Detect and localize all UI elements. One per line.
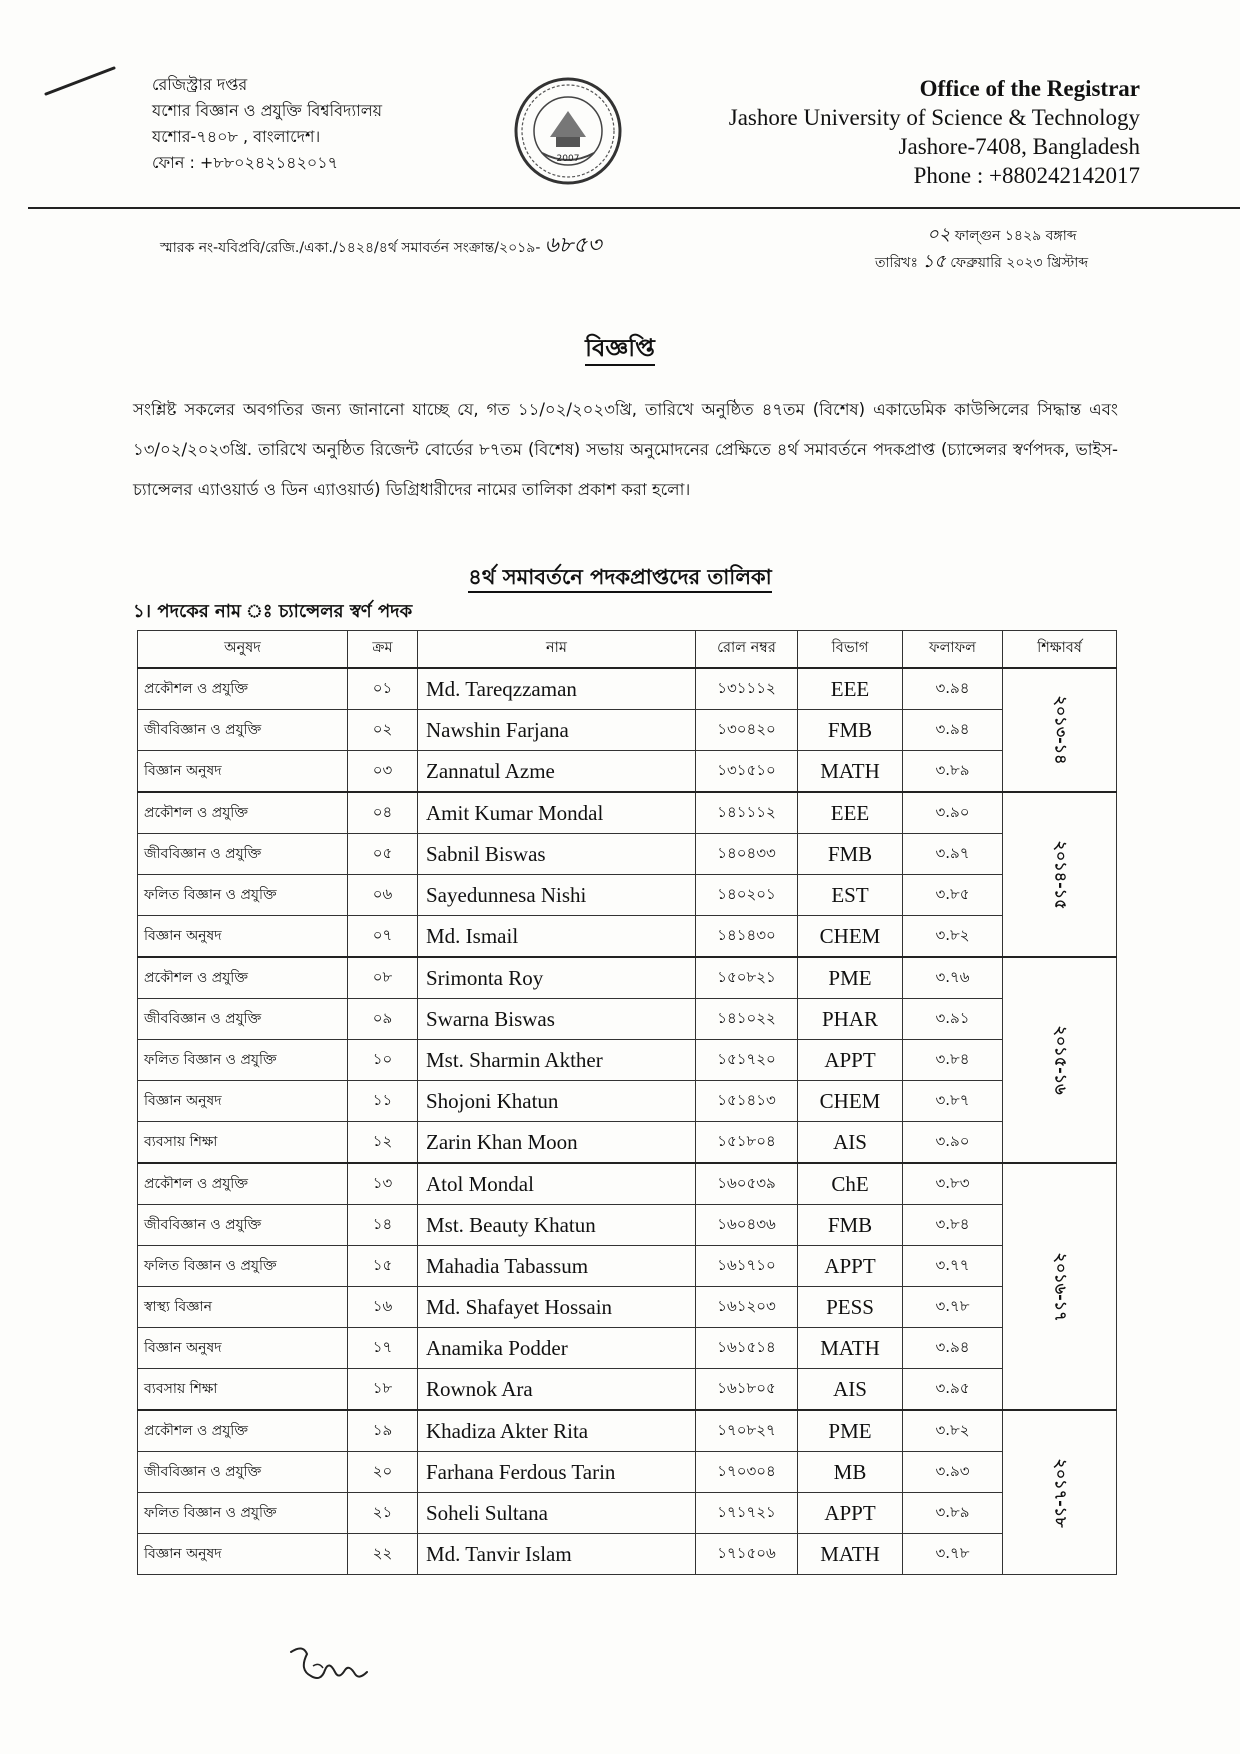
university-seal-logo	[512, 75, 624, 187]
medal-name-line: ১। পদকের নাম ঃ চ্যান্সেলর স্বর্ণ পদক	[133, 601, 413, 622]
date-label: তারিখঃ	[875, 255, 918, 271]
table-row	[138, 916, 1117, 958]
faculty-cell: জীববিজ্ঞান ও প্রযুক্তি	[138, 710, 348, 751]
name-cell: Mst. Beauty Khatun	[418, 1205, 696, 1246]
name-cell: Anamika Podder	[418, 1328, 696, 1369]
table-row	[138, 1163, 1117, 1205]
faculty-cell: প্রকৌশল ও প্রযুক্তি	[138, 1163, 348, 1205]
name-cell: Khadiza Akter Rita	[418, 1410, 696, 1452]
name-cell: Atol Mondal	[418, 1163, 696, 1205]
result-cell: ৩.৮৪	[903, 1040, 1003, 1081]
name-cell: Swarna Biswas	[418, 999, 696, 1040]
name-cell: Md. Tanvir Islam	[418, 1534, 696, 1575]
faculty-cell: বিজ্ঞান অনুষদ	[138, 1328, 348, 1369]
name-cell: Rownok Ara	[418, 1369, 696, 1411]
result-cell: ৩.৯৩	[903, 1452, 1003, 1493]
session-cell	[1003, 792, 1117, 957]
roll-cell: ১৭০৩০৪	[696, 1452, 798, 1493]
faculty-cell: প্রকৌশল ও প্রযুক্তি	[138, 792, 348, 834]
medal-recipients-table	[137, 630, 1117, 1575]
roll-cell: ১৩১৫১০	[696, 751, 798, 793]
col-header-faculty: অনুষদ	[138, 631, 348, 669]
session-label: ২০১৪-১৫	[1051, 840, 1070, 909]
session-cell	[1003, 1163, 1117, 1410]
name-cell: Soheli Sultana	[418, 1493, 696, 1534]
name-cell: Nawshin Farjana	[418, 710, 696, 751]
name-cell: Sayedunnesa Nishi	[418, 875, 696, 916]
notice-title	[0, 330, 1240, 370]
serial-cell: ১৭	[348, 1328, 418, 1369]
handwritten-signature	[285, 1640, 375, 1690]
roll-cell: ১৭১৫০৬	[696, 1534, 798, 1575]
faculty-cell: প্রকৌশল ও প্রযুক্তি	[138, 1410, 348, 1452]
result-cell: ৩.৯০	[903, 792, 1003, 834]
department-cell: CHEM	[798, 916, 903, 958]
result-cell: ৩.৮৩	[903, 1163, 1003, 1205]
table-row	[138, 999, 1117, 1040]
faculty-cell: ফলিত বিজ্ঞান ও প্রযুক্তি	[138, 1493, 348, 1534]
roll-cell: ১৩১১১২	[696, 668, 798, 710]
name-cell: Farhana Ferdous Tarin	[418, 1452, 696, 1493]
faculty-cell: জীববিজ্ঞান ও প্রযুক্তি	[138, 999, 348, 1040]
session-label: ২০১৬-১৭	[1051, 1251, 1070, 1322]
serial-cell: ০৯	[348, 999, 418, 1040]
department-cell: APPT	[798, 1040, 903, 1081]
table-row	[138, 1452, 1117, 1493]
en-office-title: Office of the Registrar	[919, 76, 1140, 101]
department-cell: EEE	[798, 792, 903, 834]
roll-cell: ১৬১২০৩	[696, 1287, 798, 1328]
roll-cell: ১৬০৪৩৬	[696, 1205, 798, 1246]
department-cell: MATH	[798, 1534, 903, 1575]
name-cell: Srimonta Roy	[418, 957, 696, 999]
roll-cell: ১৬১৭১০	[696, 1246, 798, 1287]
table-row	[138, 1122, 1117, 1164]
department-cell: CHEM	[798, 1081, 903, 1122]
faculty-cell: বিজ্ঞান অনুষদ	[138, 1534, 348, 1575]
table-row	[138, 957, 1117, 999]
session-cell	[1003, 668, 1117, 792]
roll-cell: ১৪০৪৩৩	[696, 834, 798, 875]
faculty-cell: প্রকৌশল ও প্রযুক্তি	[138, 668, 348, 710]
table-row	[138, 1287, 1117, 1328]
roll-cell: ১৭০৮২৭	[696, 1410, 798, 1452]
notice-title-text: বিজ্ঞপ্তি	[585, 334, 655, 366]
result-cell: ৩.৯৭	[903, 834, 1003, 875]
serial-cell: ০৬	[348, 875, 418, 916]
list-title	[0, 561, 1240, 596]
serial-cell: ০৪	[348, 792, 418, 834]
bengali-letterhead	[152, 72, 382, 176]
department-cell: EEE	[798, 668, 903, 710]
bn-address-line: যশোর-৭৪০৮ , বাংলাদেশ।	[152, 127, 321, 146]
serial-cell: ১৫	[348, 1246, 418, 1287]
serial-cell: ০১	[348, 668, 418, 710]
table-row	[138, 792, 1117, 834]
roll-cell: ১৬১৫১৪	[696, 1328, 798, 1369]
roll-cell: ১৫১৭২০	[696, 1040, 798, 1081]
session-cell	[1003, 1410, 1117, 1575]
english-letterhead	[729, 74, 1140, 190]
department-cell: FMB	[798, 834, 903, 875]
session-label: ২০১৩-১৪	[1051, 695, 1070, 765]
result-cell: ৩.৯৫	[903, 1369, 1003, 1411]
faculty-cell: ফলিত বিজ্ঞান ও প্রযুক্তি	[138, 875, 348, 916]
name-cell: Md. Shafayet Hossain	[418, 1287, 696, 1328]
department-cell: PME	[798, 1410, 903, 1452]
faculty-cell: জীববিজ্ঞান ও প্রযুক্তি	[138, 1205, 348, 1246]
serial-cell: ০৫	[348, 834, 418, 875]
date-bengali: ফাল্গুন ১৪২৯ বঙ্গাব্দ	[954, 228, 1077, 244]
col-header-session: শিক্ষাবর্ষ	[1003, 631, 1117, 669]
faculty-cell: প্রকৌশল ও প্রযুক্তি	[138, 957, 348, 999]
result-cell: ৩.৮৯	[903, 1493, 1003, 1534]
memo-reference	[160, 228, 602, 265]
faculty-cell: বিজ্ঞান অনুষদ	[138, 916, 348, 958]
roll-cell: ১৪০২০১	[696, 875, 798, 916]
faculty-cell: জীববিজ্ঞান ও প্রযুক্তি	[138, 1452, 348, 1493]
date-block	[875, 222, 1088, 276]
header-divider	[28, 207, 1240, 209]
result-cell: ৩.৮৫	[903, 875, 1003, 916]
col-header-serial: ক্রম	[348, 631, 418, 669]
result-cell: ৩.৯৪	[903, 668, 1003, 710]
table-row	[138, 1534, 1117, 1575]
result-cell: ৩.৭৮	[903, 1534, 1003, 1575]
department-cell: FMB	[798, 710, 903, 751]
serial-cell: ১৪	[348, 1205, 418, 1246]
serial-cell: ০৩	[348, 751, 418, 793]
result-cell: ৩.৮৪	[903, 1205, 1003, 1246]
result-cell: ৩.৭৬	[903, 957, 1003, 999]
faculty-cell: স্বাস্থ্য বিজ্ঞান	[138, 1287, 348, 1328]
name-cell: Shojoni Khatun	[418, 1081, 696, 1122]
name-cell: Mahadia Tabassum	[418, 1246, 696, 1287]
serial-cell: ০৮	[348, 957, 418, 999]
faculty-cell: জীববিজ্ঞান ও প্রযুক্তি	[138, 834, 348, 875]
serial-cell: ১৬	[348, 1287, 418, 1328]
table-row	[138, 1205, 1117, 1246]
list-title-text: ৪র্থ সমাবর্তনে পদকপ্রাপ্তদের তালিকা	[468, 565, 772, 593]
date-day-bn-hand: ০২	[927, 224, 951, 245]
name-cell: Mst. Sharmin Akther	[418, 1040, 696, 1081]
name-cell: Zarin Khan Moon	[418, 1122, 696, 1164]
department-cell: MATH	[798, 1328, 903, 1369]
notice-body: সংশ্লিষ্ট সকলের অবগতির জন্য জানানো যাচ্ছে যে, গত ১১/০২/২০২৩খ্রি, তারিখে অনুষ্ঠিত ৪৭তম (বিশেষ) একাডেমিক কাউন্সিলের সিদ্ধান্ত এবং ১৩/০২/২০২৩খ্রি. তারিখে অনুষ্ঠিত রিজেন্ট বোর্ডের ৮৭তম (বিশেষ) সভায় অনুমোদনের প্রেক্ষিতে ৪র্থ সমাবর্তনে পদকপ্রাপ্ত (চ্যান্সেলর স্বর্ণপদক, ভাইস-চ্যান্সেলর এ্যাওয়ার্ড ও ডিন এ্যাওয়ার্ড) ডিগ্রিধারীদের নামের তালিকা প্রকাশ করা হলো।	[133, 400, 1118, 499]
department-cell: EST	[798, 875, 903, 916]
roll-cell: ১৪১১১২	[696, 792, 798, 834]
result-cell: ৩.৭৭	[903, 1246, 1003, 1287]
result-cell: ৩.৯৪	[903, 710, 1003, 751]
date-gregorian: ফেব্রুয়ারি ২০২৩ খ্রিস্টাব্দ	[950, 255, 1089, 271]
pen-stroke-mark	[40, 60, 120, 100]
name-cell: Md. Ismail	[418, 916, 696, 958]
result-cell: ৩.৯৪	[903, 1328, 1003, 1369]
department-cell: FMB	[798, 1205, 903, 1246]
department-cell: PME	[798, 957, 903, 999]
faculty-cell: ব্যবসায় শিক্ষা	[138, 1122, 348, 1164]
faculty-cell: ফলিত বিজ্ঞান ও প্রযুক্তি	[138, 1246, 348, 1287]
table-row	[138, 1081, 1117, 1122]
roll-cell: ১৫০৮২১	[696, 957, 798, 999]
session-cell	[1003, 957, 1117, 1163]
roll-cell: ১৭১৭২১	[696, 1493, 798, 1534]
memo-handwritten-number: ৬৮৫৩	[544, 233, 602, 258]
table-row	[138, 1493, 1117, 1534]
table-body	[138, 668, 1117, 1575]
table-row	[138, 751, 1117, 793]
serial-cell: ১০	[348, 1040, 418, 1081]
result-cell: ৩.৮৭	[903, 1081, 1003, 1122]
bn-university-line: যশোর বিজ্ঞান ও প্রযুক্তি বিশ্ববিদ্যালয়	[152, 101, 383, 120]
department-cell: APPT	[798, 1246, 903, 1287]
name-cell: Amit Kumar Mondal	[418, 792, 696, 834]
serial-cell: ২০	[348, 1452, 418, 1493]
department-cell: MATH	[798, 751, 903, 793]
faculty-cell: বিজ্ঞান অনুষদ	[138, 751, 348, 793]
name-cell: Zannatul Azme	[418, 751, 696, 793]
table-row	[138, 1369, 1117, 1411]
result-cell: ৩.৮৯	[903, 751, 1003, 793]
roll-cell: ১৪১০২২	[696, 999, 798, 1040]
serial-cell: ০২	[348, 710, 418, 751]
result-cell: ৩.৭৮	[903, 1287, 1003, 1328]
roll-cell: ১৪১৪৩০	[696, 916, 798, 958]
result-cell: ৩.৯১	[903, 999, 1003, 1040]
table-row	[138, 1246, 1117, 1287]
col-header-name: নাম	[418, 631, 696, 669]
department-cell: AIS	[798, 1369, 903, 1411]
roll-cell: ১৫১৮০৪	[696, 1122, 798, 1164]
session-label: ২০১৭-১৮	[1051, 1458, 1070, 1527]
department-cell: AIS	[798, 1122, 903, 1164]
result-cell: ৩.৯০	[903, 1122, 1003, 1164]
serial-cell: ১২	[348, 1122, 418, 1164]
roll-cell: ১৫১৪১৩	[696, 1081, 798, 1122]
department-cell: ChE	[798, 1163, 903, 1205]
table-row	[138, 875, 1117, 916]
bn-office-line: রেজিস্ট্রার দপ্তর	[152, 75, 248, 94]
department-cell: PHAR	[798, 999, 903, 1040]
roll-cell: ১৬০৫৩৯	[696, 1163, 798, 1205]
memo-text: স্মারক নং-যবিপ্রবি/রেজি./একা./১৪২৪/৪র্থ সমাবর্তন সংক্রান্ত/২০১৯-	[160, 240, 541, 256]
session-label: ২০১৫-১৬	[1051, 1025, 1070, 1095]
serial-cell: ০৭	[348, 916, 418, 958]
table-row	[138, 710, 1117, 751]
col-header-roll: রোল নম্বর	[696, 631, 798, 669]
table-row	[138, 668, 1117, 710]
department-cell: MB	[798, 1452, 903, 1493]
serial-cell: ২১	[348, 1493, 418, 1534]
name-cell: Sabnil Biswas	[418, 834, 696, 875]
en-phone-line: Phone : +880242142017	[913, 163, 1140, 188]
name-cell: Md. Tareqzzaman	[418, 668, 696, 710]
department-cell: APPT	[798, 1493, 903, 1534]
result-cell: ৩.৮২	[903, 916, 1003, 958]
col-header-result: ফলাফল	[903, 631, 1003, 669]
table-row	[138, 1040, 1117, 1081]
en-university-line: Jashore University of Science & Technology	[728, 105, 1140, 130]
table-header-row	[138, 631, 1117, 669]
result-cell: ৩.৮২	[903, 1410, 1003, 1452]
roll-cell: ১৩০৪২০	[696, 710, 798, 751]
serial-cell: ১৯	[348, 1410, 418, 1452]
table-row	[138, 1410, 1117, 1452]
table-row	[138, 834, 1117, 875]
faculty-cell: ব্যবসায় শিক্ষা	[138, 1369, 348, 1411]
roll-cell: ১৬১৮০৫	[696, 1369, 798, 1411]
faculty-cell: ফলিত বিজ্ঞান ও প্রযুক্তি	[138, 1040, 348, 1081]
col-header-department: বিভাগ	[798, 631, 903, 669]
department-cell: PESS	[798, 1287, 903, 1328]
svg-text:2007: 2007	[556, 154, 580, 164]
serial-cell: ২২	[348, 1534, 418, 1575]
table-row	[138, 1328, 1117, 1369]
serial-cell: ১১	[348, 1081, 418, 1122]
serial-cell: ১৮	[348, 1369, 418, 1411]
serial-cell: ১৩	[348, 1163, 418, 1205]
en-address-line: Jashore-7408, Bangladesh	[898, 134, 1140, 159]
bn-phone-line: ফোন : +৮৮০২৪২১৪২০১৭	[152, 153, 339, 172]
faculty-cell: বিজ্ঞান অনুষদ	[138, 1081, 348, 1122]
date-day-en-hand: ১৫	[922, 251, 946, 272]
